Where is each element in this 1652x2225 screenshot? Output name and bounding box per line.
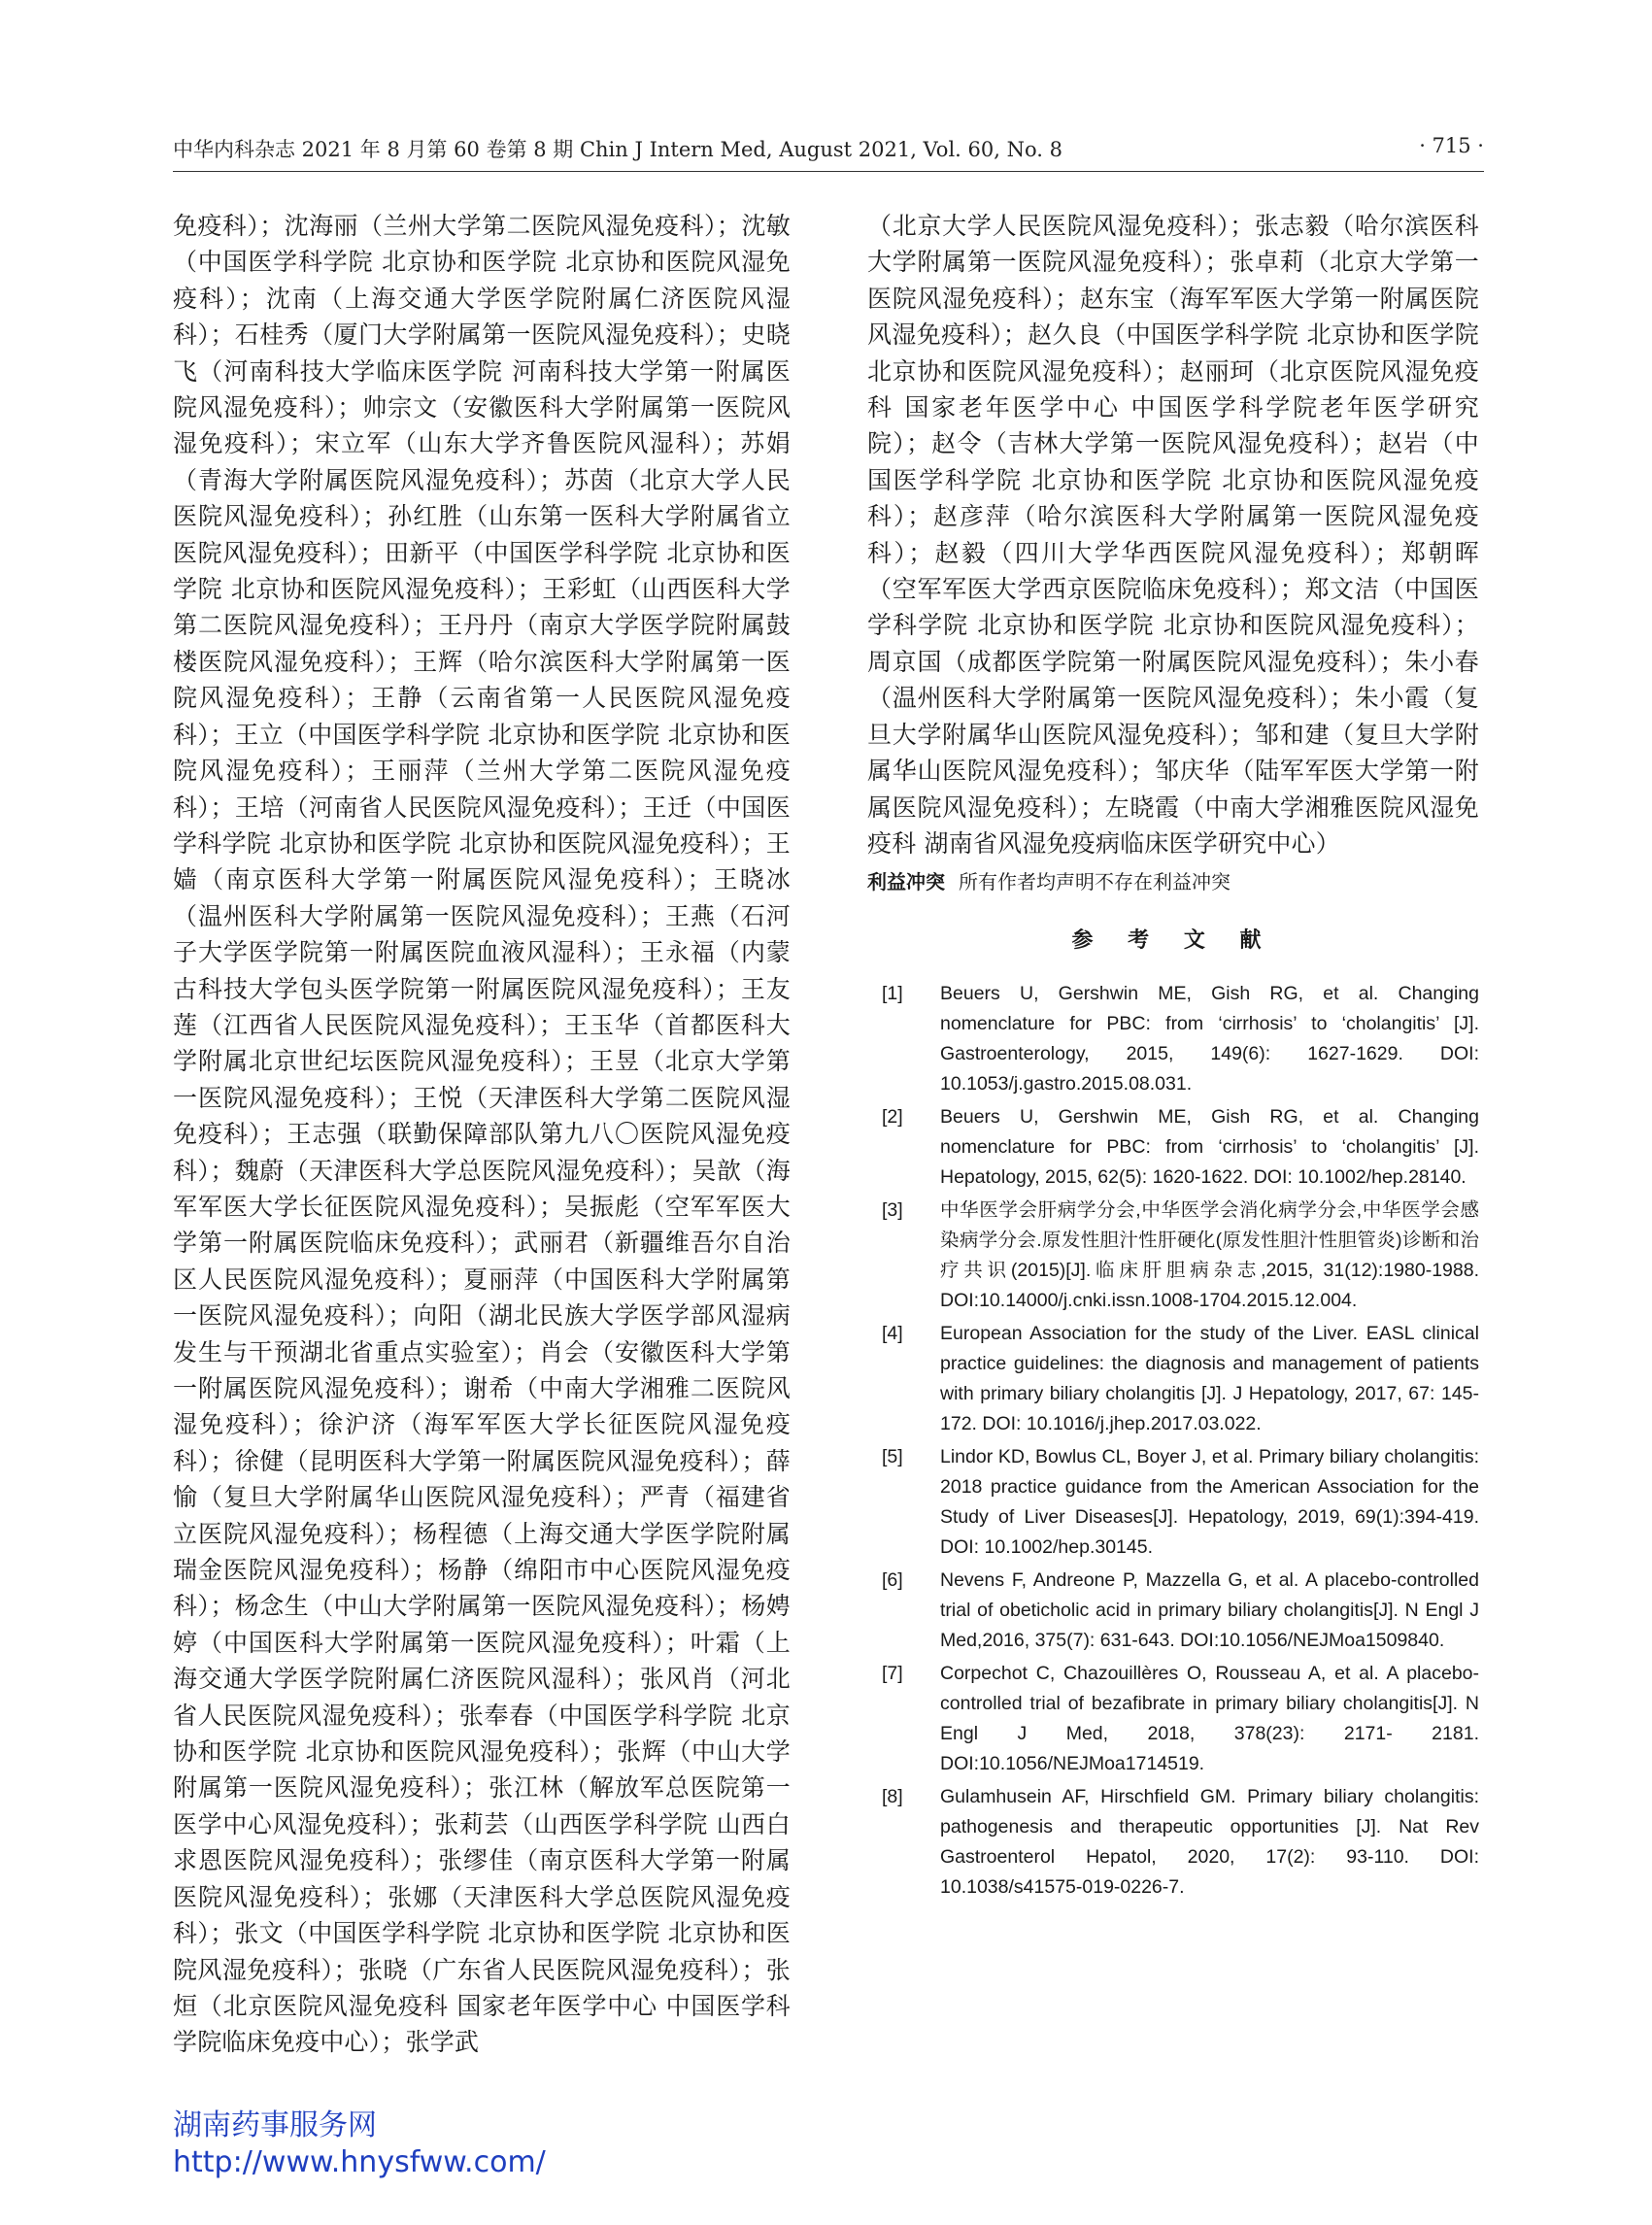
reference-item: [867, 1659, 1479, 1779]
footer-site-name: 湖南药事服务网: [173, 2108, 377, 2142]
running-header: [173, 134, 1484, 167]
reference-item: [867, 1442, 1479, 1563]
reference-number: [3]: [882, 1199, 903, 1222]
reference-number: [5]: [882, 1446, 903, 1468]
reference-item: [867, 1102, 1479, 1193]
reference-text: European Association for the study of the Liver. EASL clinical practice guidelines: the diagnosis and management of patients with primary biliary cholangitis [J]. J Hepatology, 2017, 67: 145-172. DOI: 10.1016/j.jhep.2017.03.022.: [940, 1323, 1479, 1435]
reference-text: Beuers U, Gershwin ME, Gish RG, et al. Changing nomenclature for PBC: from ‘cirrhosis’ to ‘cholangitis’ [J]. Hepatology, 2015, 62(5): 1620-1622. DOI: 10.1002/hep.28140.: [940, 1106, 1479, 1189]
reference-text: Lindor KD, Bowlus CL, Boyer J, et al. Primary biliary cholangitis: 2018 practice guidance from the American Association for the Study of Liver Diseases[J]. Hepatology, 2019, 69(1):394-419. DOI: 10.1002/hep.30145.: [940, 1446, 1479, 1559]
reference-text: 中华医学会肝病学分会,中华医学会消化病学分会,中华医学会感染病学分会.原发性胆汁性肝硬化(原发性胆汁性胆管炎)诊断和治疗共识(2015)[J].临床肝胆病杂志,2015, 31(12):1980-1988. DOI:10.14000/j.cnki.issn.1008-1704.2015.12.004.: [940, 1199, 1479, 1312]
footer-watermark: [173, 2107, 546, 2181]
reference-text: Nevens F, Andreone P, Mazzella G, et al. A placebo-controlled trial of obeticholic acid in primary biliary cholangitis[J]. N Engl J Med,2016, 375(7): 631-643. DOI:10.1056/NEJMoa1509840.: [940, 1569, 1479, 1652]
reference-number: [8]: [882, 1786, 903, 1808]
conflict-of-interest: [867, 867, 1479, 896]
author-list-left-column: 免疫科）；沈海丽（兰州大学第二医院风湿免疫科）；沈敏（中国医学科学院 北京协和医学院 北京协和医院风湿免疫科）；沈南（上海交通大学医学院附属仁济医院风湿科）；石桂秀（厦门大学附属第一医院风湿免疫科）；史晓飞（河南科技大学临床医学院 河南科技大学第一附属医院风湿免疫科）；帅宗文（安徽医科大学附属第一医院风湿免疫科）；宋立军（山东大学齐鲁医院风湿科）；苏娟（青海大学附属医院风湿免疫科）；苏茵（北京大学人民医院风湿免疫科）；孙红胜（山东第一医科大学附属省立医院风湿免疫科）；田新平（中国医学科学院 北京协和医学院 北京协和医院风湿免疫科）；王彩虹（山西医科大学第二医院风湿免疫科）；王丹丹（南京大学医学院附属鼓楼医院风湿免疫科）；王辉（哈尔滨医科大学附属第一医院风湿免疫科）；王静（云南省第一人民医院风湿免疫科）；王立（中国医学科学院 北京协和医学院 北京协和医院风湿免疫科）；王丽萍（兰州大学第二医院风湿免疫科）；王培（河南省人民医院风湿免疫科）；王迁（中国医学科学院 北京协和医学院 北京协和医院风湿免疫科）；王嫱（南京医科大学第一附属医院风湿免疫科）；王晓冰（温州医科大学附属第一医院风湿免疫科）；王燕（石河子大学医学院第一附属医院血液风湿科）；王永福（内蒙古科技大学包头医学院第一附属医院风湿免疫科）；王友莲（江西省人民医院风湿免疫科）；王玉华（首都医科大学附属北京世纪坛医院风湿免疫科）；王昱（北京大学第一医院风湿免疫科）；王悦（天津医科大学第二医院风湿免疫科）；王志强（联勤保障部队第九八〇医院风湿免疫科）；魏蔚（天津医科大学总医院风湿免疫科）；吴歆（海军军医大学长征医院风湿免疫科）；吴振彪（空军军医大学第一附属医院临床免疫科）；武丽君（新疆维吾尔自治区人民医院风湿免疫科）；夏丽萍（中国医科大学附属第一医院风湿免疫科）；向阳（湖北民族大学医学部风湿病发生与干预湖北省重点实验室）；肖会（安徽医科大学第一附属医院风湿免疫科）；谢希（中南大学湘雅二医院风湿免疫科）；徐沪济（海军军医大学长征医院风湿免疫科）；徐健（昆明医科大学第一附属医院风湿免疫科）；薛愉（复旦大学附属华山医院风湿免疫科）；严青（福建省立医院风湿免疫科）；杨程德（上海交通大学医学院附属瑞金医院风湿免疫科）；杨静（绵阳市中心医院风湿免疫科）；杨念生（中山大学附属第一医院风湿免疫科）；杨娉婷（中国医科大学附属第一医院风湿免疫科）；叶霜（上海交通大学医学院附属仁济医院风湿科）；张风肖（河北省人民医院风湿免疫科）；张奉春（中国医学科学院 北京协和医学院 北京协和医院风湿免疫科）；张辉（中山大学附属第一医院风湿免疫科）；张江林（解放军总医院第一医学中心风湿免疫科）；张莉芸（山西医学科学院 山西白求恩医院风湿免疫科）；张缪佳（南京医科大学第一附属医院风湿免疫科）；张娜（天津医科大学总医院风湿免疫科）；张文（中国医学科学院 北京协和医学院 北京协和医院风湿免疫科）；张晓（广东省人民医院风湿免疫科）；张烜（北京医院风湿免疫科 国家老年医学中心 中国医学科学院临床免疫中心）；张学武: [173, 212, 791, 2057]
conflict-text: 所有作者均声明不存在利益冲突: [959, 870, 1231, 894]
reference-text: Gulamhusein AF, Hirschfield GM. Primary biliary cholangitis: pathogenesis and therapeutic opportunities [J]. Nat Rev Gastroenterol Hepatol, 2020, 17(2): 93-110. DOI: 10.1038/s41575-019-0226-7.: [940, 1786, 1479, 1899]
reference-number: [4]: [882, 1323, 903, 1345]
reference-text: Corpechot C, Chazouillères O, Rousseau A, et al. A placebo-controlled trial of bezafibrate in primary biliary cholangitis[J]. N Engl J Med, 2018, 378(23): 2171- 2181. DOI:10.1056/NEJMoa1714519.: [940, 1663, 1479, 1775]
journal-citation: 中华内科杂志 2021 年 8 月第 60 卷第 8 期 Chin J Intern Med, August 2021, Vol. 60, No. 8: [173, 138, 1062, 161]
reference-number: [6]: [882, 1569, 903, 1592]
footer-url-link[interactable]: http://www.hnysfww.com/: [173, 2145, 546, 2179]
reference-number: [1]: [882, 983, 903, 1005]
reference-list: [867, 979, 1479, 1903]
page-number: · 715 ·: [1419, 134, 1484, 157]
reference-item: [867, 1319, 1479, 1439]
right-column: [867, 208, 1479, 1905]
header-divider: [173, 171, 1484, 172]
reference-text: Beuers U, Gershwin ME, Gish RG, et al. Changing nomenclature for PBC: from ‘cirrhosis’ to ‘cholangitis’ [J]. Gastroenterology, 2015, 149(6): 1627-1629. DOI: 10.1053/j.gastro.2015.08.031.: [940, 983, 1479, 1096]
reference-number: [2]: [882, 1106, 903, 1129]
reference-item: [867, 1782, 1479, 1903]
reference-item: [867, 1566, 1479, 1656]
references-heading: 参 考 文 献: [1071, 928, 1275, 954]
reference-item: [867, 1196, 1479, 1316]
reference-item: [867, 979, 1479, 1099]
reference-number: [7]: [882, 1663, 903, 1685]
conflict-label: 利益冲突: [867, 870, 945, 894]
author-list-right-column: （北京大学人民医院风湿免疫科）；张志毅（哈尔滨医科大学附属第一医院风湿免疫科）；张卓莉（北京大学第一医院风湿免疫科）；赵东宝（海军军医大学第一附属医院风湿免疫科）；赵久良（中国医学科学院 北京协和医学院 北京协和医院风湿免疫科）；赵丽珂（北京医院风湿免疫科 国家老年医学中心 中国医学科学院老年医学研究院）；赵令（吉林大学第一医院风湿免疫科）；赵岩（中国医学科学院 北京协和医学院 北京协和医院风湿免疫科）；赵彦萍（哈尔滨医科大学附属第一医院风湿免疫科）；赵毅（四川大学华西医院风湿免疫科）；郑朝晖（空军军医大学西京医院临床免疫科）；郑文洁（中国医学科学院 北京协和医学院 北京协和医院风湿免疫科）；周京国（成都医学院第一附属医院风湿免疫科）；朱小春（温州医科大学附属第一医院风湿免疫科）；朱小霞（复旦大学附属华山医院风湿免疫科）；邹和建（复旦大学附属华山医院风湿免疫科）；邹庆华（陆军军医大学第一附属医院风湿免疫科）；左晓霞（中南大学湘雅医院风湿免疫科 湖南省风湿免疫病临床医学研究中心）: [867, 212, 1479, 858]
